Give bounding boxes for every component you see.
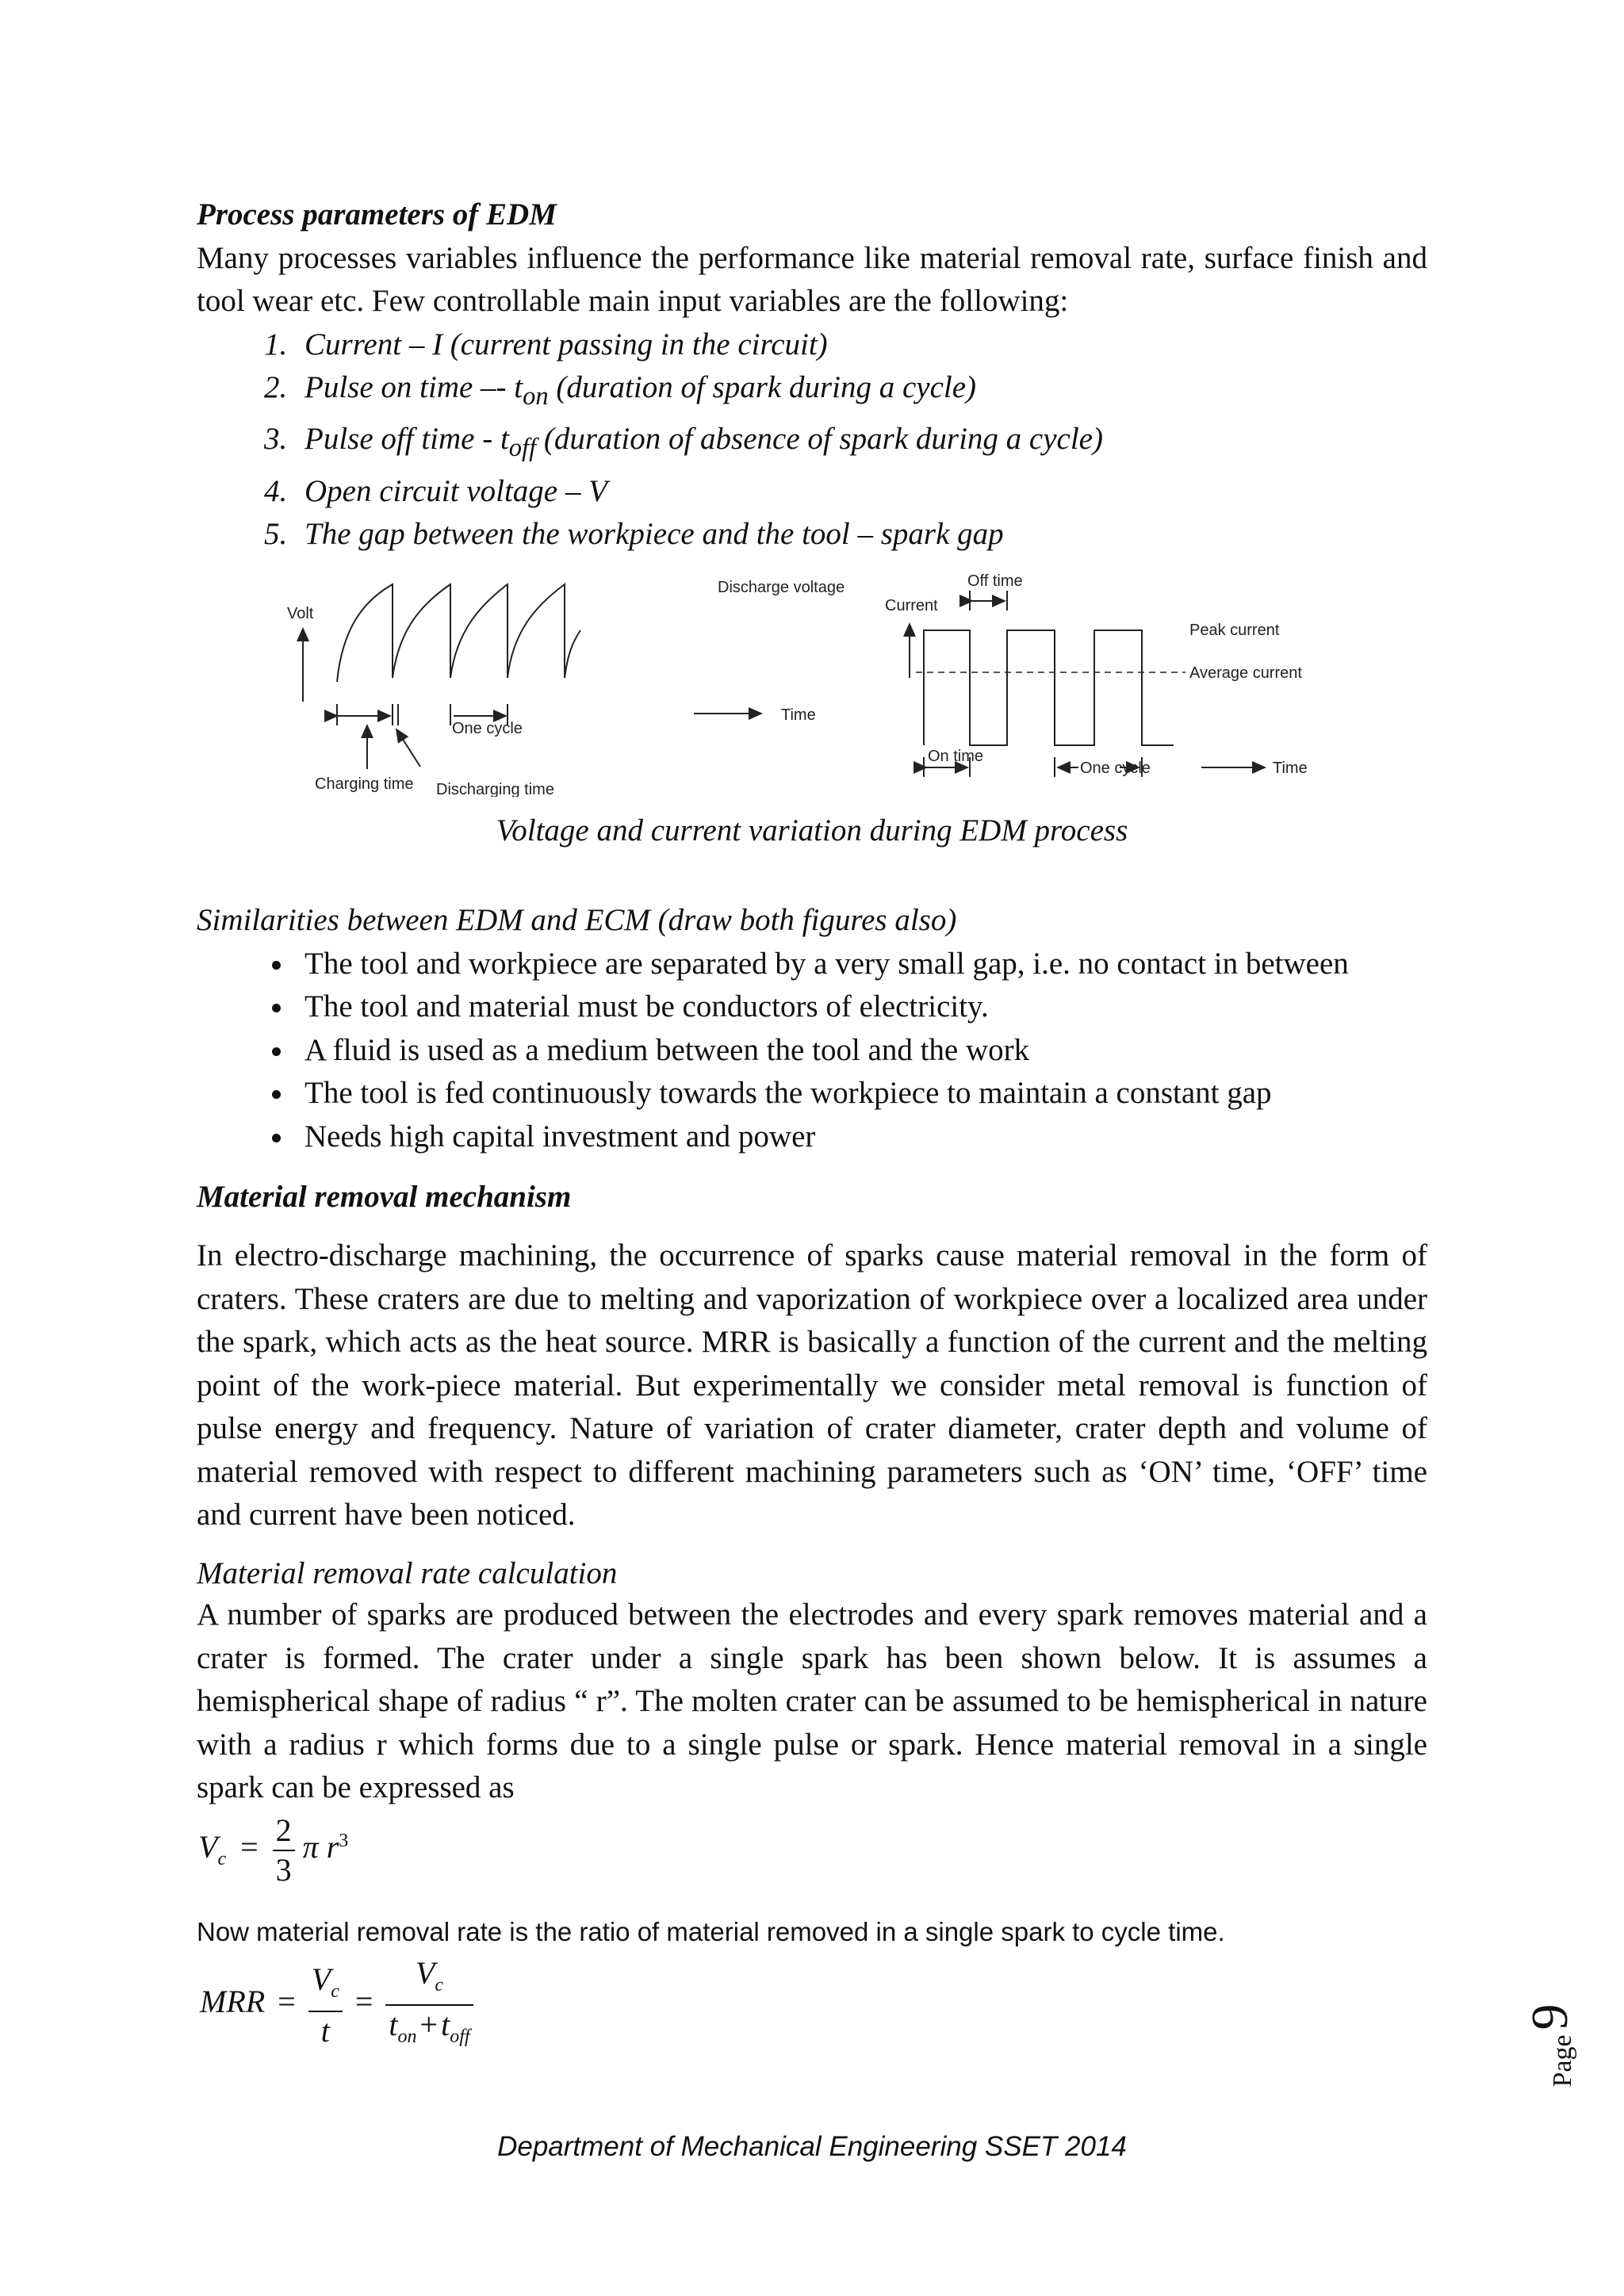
page-footer: Department of Mechanical Engineering SSET 2014 <box>497 2131 1127 2162</box>
material-removal-mechanism-section <box>197 1176 1427 1219</box>
mechanism-heading: Material removal mechanism <box>197 1180 572 1214</box>
on-time-label: On time <box>928 748 984 765</box>
voltage-time-label: Time <box>781 706 816 724</box>
page-number: 9 <box>1521 2003 1579 2030</box>
process-parameters-heading: Process parameters of EDM <box>197 197 557 232</box>
mrr-note: Now material removal rate is the ratio of material removed in a single spark to cycle time. <box>197 1917 1225 1946</box>
parameter-list <box>197 323 1427 557</box>
list-item: • Needs high capital investment and power <box>295 1115 1427 1159</box>
mrr-heading: Material removal rate calculation <box>197 1556 618 1590</box>
current-waveform <box>924 630 1174 745</box>
peak-current-label: Peak current <box>1189 622 1280 639</box>
list-item: • The tool and material must be conductors of electricity. <box>295 985 1427 1029</box>
current-diagram <box>885 572 1308 777</box>
mechanism-body: In electro-discharge machining, the occurrence of sparks cause material removal in the form of craters. These craters are due to melting and vaporization of workpiece over a localized area under the spark, which acts as the heat source. MRR is basically a function of the current and the melting point of the work-piece material. But experimentally we consider metal removal is function of pulse energy and frequency. Nature of variation of crater diameter, crater depth and volume of material removed with respect to different machining parameters such as ‘ON’ time, ‘OFF’ time and current have been noticed. <box>197 1238 1427 1532</box>
current-time-label: Time <box>1273 760 1308 777</box>
crater-volume-formula: $V_c$ = $\frac{2}{3}$ π $r^3$ <box>198 1812 349 1888</box>
figure-caption: Voltage and current variation during EDM process <box>496 813 1128 848</box>
process-parameters-intro: Many processes variables influence the performance like material removal rate, surface finish and tool wear etc. Few controllable main input variables are the following: <box>197 240 1427 318</box>
mrr-body: A number of sparks are produced between the electrodes and every spark removes material and a crater is formed. The crater under a single spark has been shown below. It is assumes a hemispherical shape of radius “ r”. The molten crater can be assumed to be hemispherical in nature with a radius r which forms due to a single pulse or spark. Hence material removal in a single spark can be expressed as <box>197 1598 1427 1804</box>
parameter-item: 3. Pulse off time - $t_{off}$ (duration of absence of spark during a cycle) <box>295 418 1427 469</box>
similarities-list <box>197 943 1427 1159</box>
off-time-label: Off time <box>967 572 1023 590</box>
parameter-item: 2. Pulse on time –- $t_{on}$ (duration of spark during a cycle) <box>295 366 1427 418</box>
edm-waveform-figure <box>270 567 1411 797</box>
similarities-heading: Similarities between EDM and ECM (draw both figures also) <box>197 903 957 937</box>
discharging-time-label: Discharging time <box>436 781 554 797</box>
current-axis-label: Current <box>885 597 938 614</box>
volt-axis-label: Volt <box>287 605 314 622</box>
parameter-item: 1. Current – I (current passing in the circuit) <box>295 323 1427 367</box>
list-item: • The tool and workpiece are separated by a very small gap, i.e. no contact in between <box>295 943 1427 986</box>
parameter-item: 5. The gap between the workpiece and the tool – spark gap <box>295 513 1427 557</box>
average-current-label: Average current <box>1189 664 1302 682</box>
voltage-waveform <box>337 584 580 682</box>
voltage-diagram <box>287 579 845 797</box>
page-number-marker <box>1507 1986 1578 2105</box>
parameter-item: 4. Open circuit voltage – V <box>295 470 1427 514</box>
mrr-calculation-section <box>197 1554 1427 1810</box>
voltage-cycle-label: One cycle <box>452 720 523 737</box>
process-parameters-section <box>197 193 1427 557</box>
page-label: Page <box>1548 2034 1577 2087</box>
similarities-section <box>197 899 1427 1158</box>
current-cycle-label: One cycle <box>1080 760 1151 777</box>
list-item: • The tool is fed continuously towards the workpiece to maintain a constant gap <box>295 1072 1427 1115</box>
list-item: • A fluid is used as a medium between the tool and the work <box>295 1029 1427 1073</box>
charging-time-label: Charging time <box>315 775 414 793</box>
discharge-voltage-label: Discharge voltage <box>718 579 845 596</box>
mechanism-body-wrap <box>197 1234 1427 1537</box>
mrr-formula: MRR = $\frac{V_c}{t}$ = $\frac{V_c}{t_{on} + t_{off}}$ <box>200 1954 473 2056</box>
